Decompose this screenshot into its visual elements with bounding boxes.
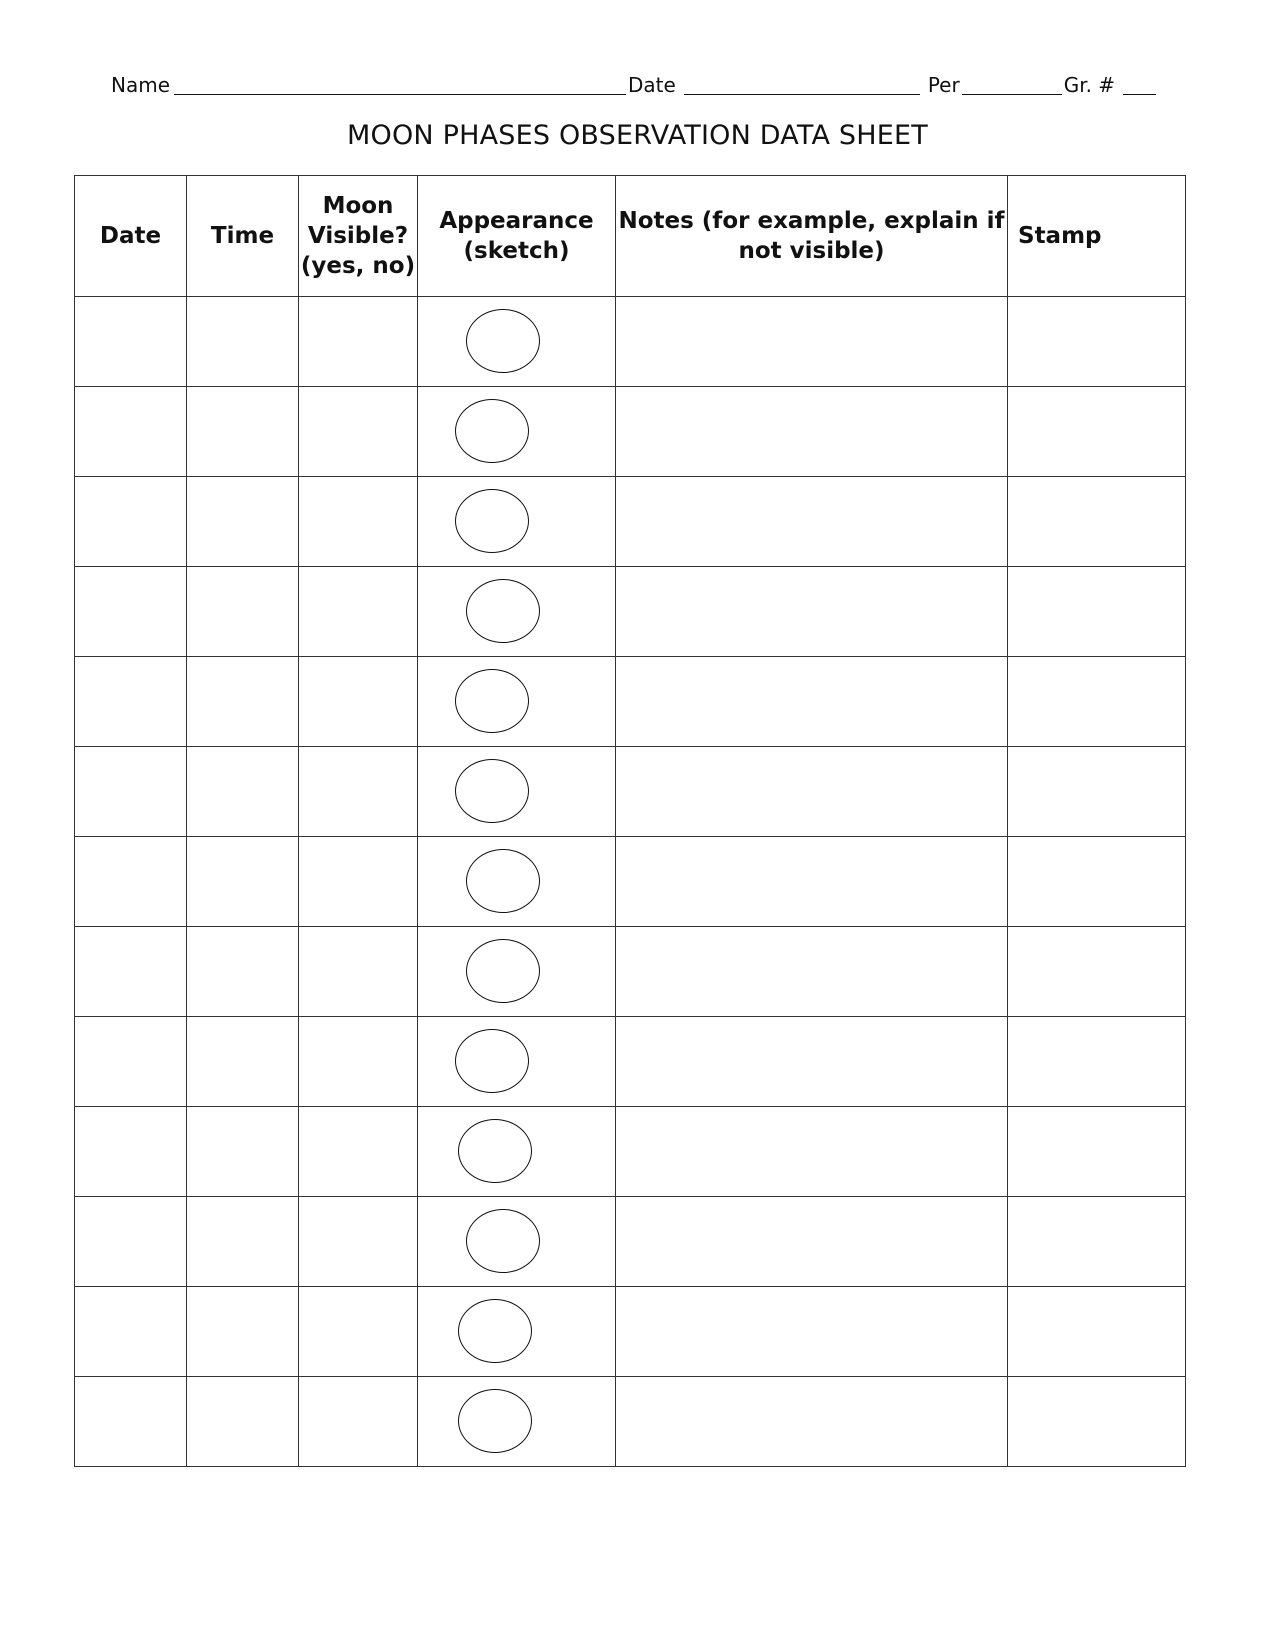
time-cell[interactable] <box>187 1287 299 1377</box>
date-cell[interactable] <box>75 1377 187 1467</box>
stamp-cell[interactable] <box>1008 837 1186 927</box>
table-row <box>75 657 1186 747</box>
moon-visible-cell[interactable] <box>299 567 418 657</box>
time-cell[interactable] <box>187 1377 299 1467</box>
column-header-appearance: Appearance (sketch) <box>418 176 616 297</box>
date-cell[interactable] <box>75 657 187 747</box>
table-row <box>75 837 1186 927</box>
moon-visible-cell[interactable] <box>299 1197 418 1287</box>
table-row <box>75 1017 1186 1107</box>
name-blank[interactable] <box>174 76 626 95</box>
date-cell[interactable] <box>75 1017 187 1107</box>
moon-visible-cell[interactable] <box>299 837 418 927</box>
notes-cell[interactable] <box>616 297 1008 387</box>
moon-sketch-circle[interactable] <box>466 849 540 913</box>
moon-visible-cell[interactable] <box>299 1377 418 1467</box>
moon-visible-cell[interactable] <box>299 387 418 477</box>
table-row <box>75 297 1186 387</box>
stamp-cell[interactable] <box>1008 387 1186 477</box>
observation-table <box>74 175 1186 1467</box>
date-cell[interactable] <box>75 477 187 567</box>
appearance-sketch-cell[interactable] <box>418 567 616 657</box>
time-cell[interactable] <box>187 477 299 567</box>
table-header-row <box>75 176 1186 297</box>
column-header-moon-visible: Moon Visible? (yes, no) <box>299 176 418 297</box>
notes-cell[interactable] <box>616 1017 1008 1107</box>
table-row <box>75 387 1186 477</box>
moon-visible-cell[interactable] <box>299 1287 418 1377</box>
time-cell[interactable] <box>187 387 299 477</box>
table-row <box>75 1377 1186 1467</box>
period-label: Per <box>927 73 960 97</box>
moon-visible-cell[interactable] <box>299 657 418 747</box>
notes-cell[interactable] <box>616 387 1008 477</box>
appearance-sketch-cell[interactable] <box>418 1197 616 1287</box>
column-header-notes: Notes (for example, explain if not visible) <box>616 176 1008 297</box>
name-label: Name <box>111 73 171 97</box>
notes-cell[interactable] <box>616 657 1008 747</box>
notes-cell[interactable] <box>616 1377 1008 1467</box>
notes-cell[interactable] <box>616 477 1008 567</box>
date-cell[interactable] <box>75 927 187 1017</box>
stamp-cell[interactable] <box>1008 477 1186 567</box>
date-cell[interactable] <box>75 1107 187 1197</box>
table-row <box>75 927 1186 1017</box>
student-info-line <box>111 73 1158 97</box>
moon-sketch-circle[interactable] <box>466 579 540 643</box>
appearance-sketch-cell[interactable] <box>418 1287 616 1377</box>
moon-sketch-circle[interactable] <box>458 1299 532 1363</box>
stamp-cell[interactable] <box>1008 1377 1186 1467</box>
appearance-sketch-cell[interactable] <box>418 387 616 477</box>
time-cell[interactable] <box>187 1197 299 1287</box>
appearance-sketch-cell[interactable] <box>418 1017 616 1107</box>
notes-cell[interactable] <box>616 1287 1008 1377</box>
table-row <box>75 1287 1186 1377</box>
table-row <box>75 477 1186 567</box>
table-row <box>75 1197 1186 1287</box>
notes-cell[interactable] <box>616 837 1008 927</box>
moon-sketch-circle[interactable] <box>455 759 529 823</box>
appearance-sketch-cell[interactable] <box>418 927 616 1017</box>
date-blank[interactable] <box>684 76 920 95</box>
moon-sketch-circle[interactable] <box>455 669 529 733</box>
period-blank[interactable] <box>962 76 1062 95</box>
date-cell[interactable] <box>75 297 187 387</box>
stamp-cell[interactable] <box>1008 1107 1186 1197</box>
stamp-cell[interactable] <box>1008 927 1186 1017</box>
time-cell[interactable] <box>187 567 299 657</box>
table-row <box>75 747 1186 837</box>
moon-sketch-circle[interactable] <box>455 489 529 553</box>
sheet-title: MOON PHASES OBSERVATION DATA SHEET <box>347 120 928 151</box>
moon-sketch-circle[interactable] <box>455 1029 529 1093</box>
notes-cell[interactable] <box>616 1107 1008 1197</box>
stamp-cell[interactable] <box>1008 657 1186 747</box>
moon-sketch-circle[interactable] <box>466 939 540 1003</box>
column-header-date: Date <box>75 176 187 297</box>
stamp-cell[interactable] <box>1008 747 1186 837</box>
date-cell[interactable] <box>75 567 187 657</box>
appearance-sketch-cell[interactable] <box>418 657 616 747</box>
notes-cell[interactable] <box>616 747 1008 837</box>
date-cell[interactable] <box>75 1197 187 1287</box>
time-cell[interactable] <box>187 837 299 927</box>
moon-visible-cell[interactable] <box>299 747 418 837</box>
moon-sketch-circle[interactable] <box>466 1209 540 1273</box>
appearance-sketch-cell[interactable] <box>418 297 616 387</box>
date-cell[interactable] <box>75 1287 187 1377</box>
notes-cell[interactable] <box>616 927 1008 1017</box>
group-label: Gr. # <box>1063 73 1116 97</box>
group-blank[interactable] <box>1123 76 1156 95</box>
time-cell[interactable] <box>187 747 299 837</box>
date-cell[interactable] <box>75 747 187 837</box>
notes-cell[interactable] <box>616 567 1008 657</box>
column-header-time: Time <box>187 176 299 297</box>
moon-visible-cell[interactable] <box>299 1107 418 1197</box>
moon-visible-cell[interactable] <box>299 1017 418 1107</box>
date-label: Date <box>628 73 676 97</box>
date-cell[interactable] <box>75 837 187 927</box>
appearance-sketch-cell[interactable] <box>418 747 616 837</box>
moon-visible-cell[interactable] <box>299 477 418 567</box>
appearance-sketch-cell[interactable] <box>418 477 616 567</box>
moon-sketch-circle[interactable] <box>466 309 540 373</box>
moon-sketch-circle[interactable] <box>455 399 529 463</box>
table-row <box>75 567 1186 657</box>
appearance-sketch-cell[interactable] <box>418 837 616 927</box>
moon-visible-cell[interactable] <box>299 927 418 1017</box>
table-body <box>75 297 1186 1467</box>
time-cell[interactable] <box>187 1107 299 1197</box>
moon-visible-cell[interactable] <box>299 297 418 387</box>
moon-sketch-circle[interactable] <box>458 1389 532 1453</box>
appearance-sketch-cell[interactable] <box>418 1107 616 1197</box>
time-cell[interactable] <box>187 927 299 1017</box>
time-cell[interactable] <box>187 657 299 747</box>
table-row <box>75 1107 1186 1197</box>
column-header-stamp: Stamp <box>1008 176 1186 297</box>
stamp-cell[interactable] <box>1008 297 1186 387</box>
moon-sketch-circle[interactable] <box>458 1119 532 1183</box>
stamp-cell[interactable] <box>1008 567 1186 657</box>
time-cell[interactable] <box>187 297 299 387</box>
time-cell[interactable] <box>187 1017 299 1107</box>
date-cell[interactable] <box>75 387 187 477</box>
appearance-sketch-cell[interactable] <box>418 1377 616 1467</box>
notes-cell[interactable] <box>616 1197 1008 1287</box>
stamp-cell[interactable] <box>1008 1197 1186 1287</box>
stamp-cell[interactable] <box>1008 1017 1186 1107</box>
stamp-cell[interactable] <box>1008 1287 1186 1377</box>
